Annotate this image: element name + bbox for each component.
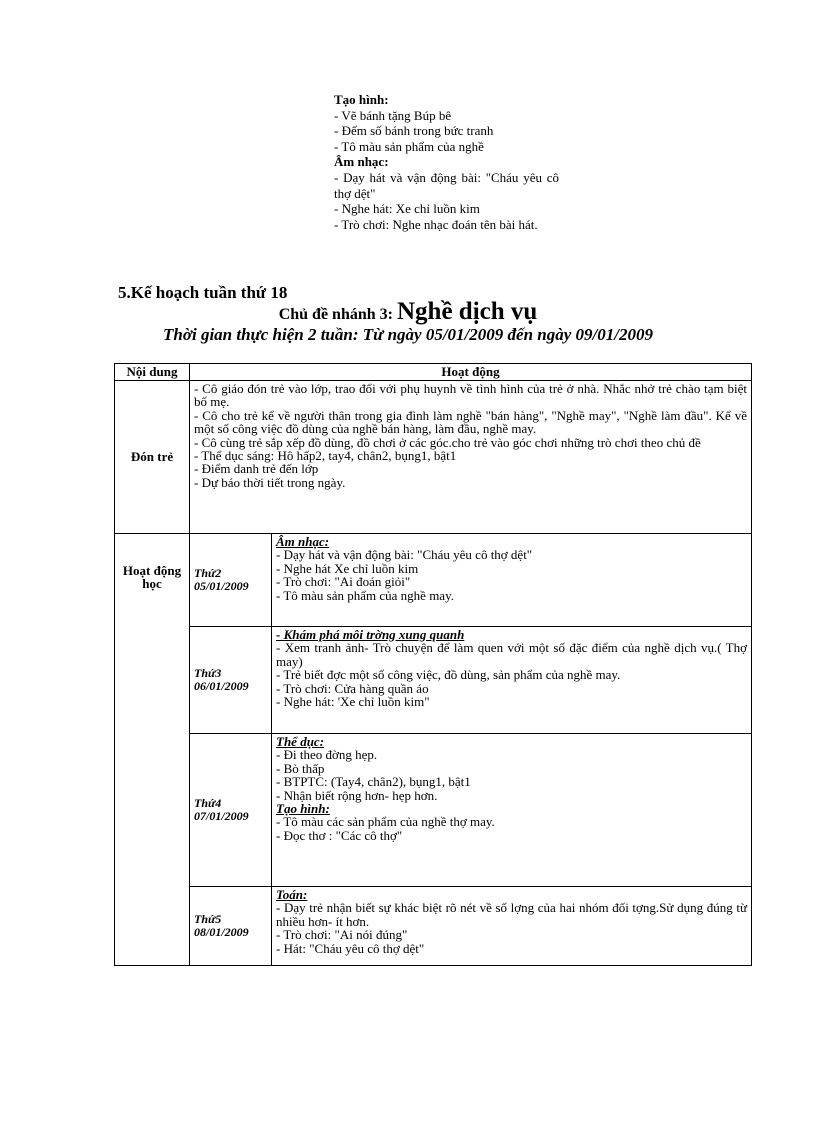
top-activity-block	[334, 92, 559, 232]
day-cell-thu2	[190, 534, 272, 627]
theme-name: Nghề dịch vụ	[396, 298, 538, 325]
list-item: - Thể dục sáng: Hô hấp2, tay4, chân2, bụng1, bật1	[194, 448, 457, 464]
day-cell-thu5	[190, 887, 272, 966]
list-item: - Trò chơi: "Ai nói đúng"	[276, 927, 408, 943]
list-item: - Đi theo đờng hẹp.	[276, 747, 378, 763]
day-name: Thứ4	[194, 795, 222, 810]
block-line: - Vẽ bánh tặng Búp bê	[334, 107, 452, 123]
block-heading-tao-hinh: Tạo hình:	[334, 92, 389, 107]
day-name: Thứ2	[194, 565, 222, 580]
table-row-thu4	[115, 734, 752, 887]
day-date: 08/01/2009	[194, 925, 249, 939]
theme-heading	[0, 298, 816, 326]
day-cell-thu4	[190, 734, 272, 887]
list-item: - Nghe hát Xe chỉ luồn kim	[276, 560, 419, 576]
list-item: - Dự báo thời tiết trong ngày.	[194, 474, 346, 490]
subject-title: - Khám phá môi trờng xung quanh	[276, 627, 465, 642]
day-content-thu3	[272, 627, 752, 734]
day-name: Thứ5	[194, 911, 222, 926]
block-heading-am-nhac: Âm nhạc:	[334, 154, 389, 170]
list-item: - Xem tranh ảnh- Trò chuyện để làm quen với một số đặc điểm của nghề dịch vụ.( Thợ may)	[276, 640, 747, 669]
weekly-plan-table	[114, 363, 752, 966]
list-item: - Đọc thơ : "Các cô thợ"	[276, 827, 403, 843]
day-name: Thứ3	[194, 665, 222, 680]
list-item: - Trò chơi: "Ai đoán giỏi"	[276, 574, 411, 590]
day-date: 06/01/2009	[194, 679, 249, 693]
block-line: - Trò chơi: Nghe nhạc đoán tên bài hát.	[334, 216, 538, 232]
table-header-row	[115, 364, 752, 381]
list-item: - Trò chơi: Cửa hàng quần áo	[276, 680, 429, 696]
section-heading: 5.Kế hoạch tuần thứ 18	[118, 283, 288, 302]
list-item: - Điểm danh trẻ đến lớp	[194, 461, 319, 477]
list-item: - Dạy hát và vận động bài: "Cháu yêu cô thợ dệt"	[276, 547, 533, 563]
list-item: - BTPTC: (Tay4, chân2), bụng1, bật1	[276, 774, 471, 790]
header-noi-dung: Nội dung	[115, 364, 190, 381]
day-content-thu5	[272, 887, 752, 966]
list-item: - Cô cho trẻ kể về người thân trong gia đình làm nghề "bán hàng", "Nghề may", "Nghề làm đầu". Kể về một số công việc đồ dùng của nghề bán hàng, làm đầu, nghề may.	[194, 407, 747, 437]
table-row-thu3	[115, 627, 752, 734]
list-item: - Tô màu các sản phẩm của nghề thợ may.	[276, 814, 495, 830]
subject-title-2: Tạo hình:	[276, 801, 330, 817]
subject-title: Thể dục:	[276, 734, 325, 749]
subject-title: Toán:	[276, 887, 308, 902]
list-item: - Trẻ biết đợc một số công việc, đồ dùng, sản phẩm của nghề may.	[276, 667, 621, 683]
day-content-thu2	[272, 534, 752, 627]
day-cell-thu3	[190, 627, 272, 734]
theme-prefix: Chủ đề nhánh 3:	[278, 306, 393, 323]
row-label-don-tre: Đón trẻ	[115, 381, 190, 534]
day-content-thu4	[272, 734, 752, 887]
hoat-dong-hoc-label: Hoạt động học	[122, 563, 182, 592]
list-item: - Cô cùng trẻ sắp xếp đồ dùng, đồ chơi ở các góc.cho trẻ vào góc chơi những trò chơi theo chủ đề	[194, 434, 701, 450]
table-row-thu2	[115, 534, 752, 627]
list-item: - Hát: "Cháu yêu cô thợ dệt"	[276, 940, 425, 956]
table-row-thu5	[115, 887, 752, 966]
row-label-hoat-dong-hoc	[115, 534, 190, 966]
list-item: - Cô giáo đón trẻ vào lớp, trao đổi với phụ huynh về tình hình của trẻ ở nhà. Nhắc nhở trẻ chào tạm biệt bố mẹ.	[194, 381, 747, 410]
block-line: - Nghe hát: Xe chỉ luồn kim	[334, 201, 480, 217]
day-date: 05/01/2009	[194, 579, 249, 593]
header-hoat-dong: Hoạt động	[190, 364, 752, 381]
block-line: - Tô màu sản phẩm của nghề	[334, 138, 484, 154]
subject-title: Âm nhạc:	[276, 534, 330, 549]
block-line: - Đếm số bánh trong bức tranh	[334, 123, 494, 139]
list-item: - Nhận biết rộng hơn- hẹp hơn.	[276, 787, 438, 803]
list-item: - Dạy trẻ nhận biết sự khác biệt rõ nét về số lợng của hai nhóm đối tợng.Sử dụng đúng từ nhiều hơn- ít hơn.	[276, 900, 747, 929]
list-item: - Tô màu sản phẩm của nghề may.	[276, 587, 454, 603]
time-line: Thời gian thực hiện 2 tuần: Từ ngày 05/01/2009 đến ngày 09/01/2009	[163, 325, 653, 344]
don-tre-content	[190, 381, 752, 534]
list-item: - Bò thấp	[276, 760, 325, 776]
day-date: 07/01/2009	[194, 809, 249, 823]
list-item: - Nghe hát: 'Xe chỉ luồn kim"	[276, 694, 430, 710]
block-line: - Dạy hát và vận động bài: "Cháu yêu cô thợ dệt"	[334, 169, 559, 201]
table-row-don-tre	[115, 381, 752, 534]
